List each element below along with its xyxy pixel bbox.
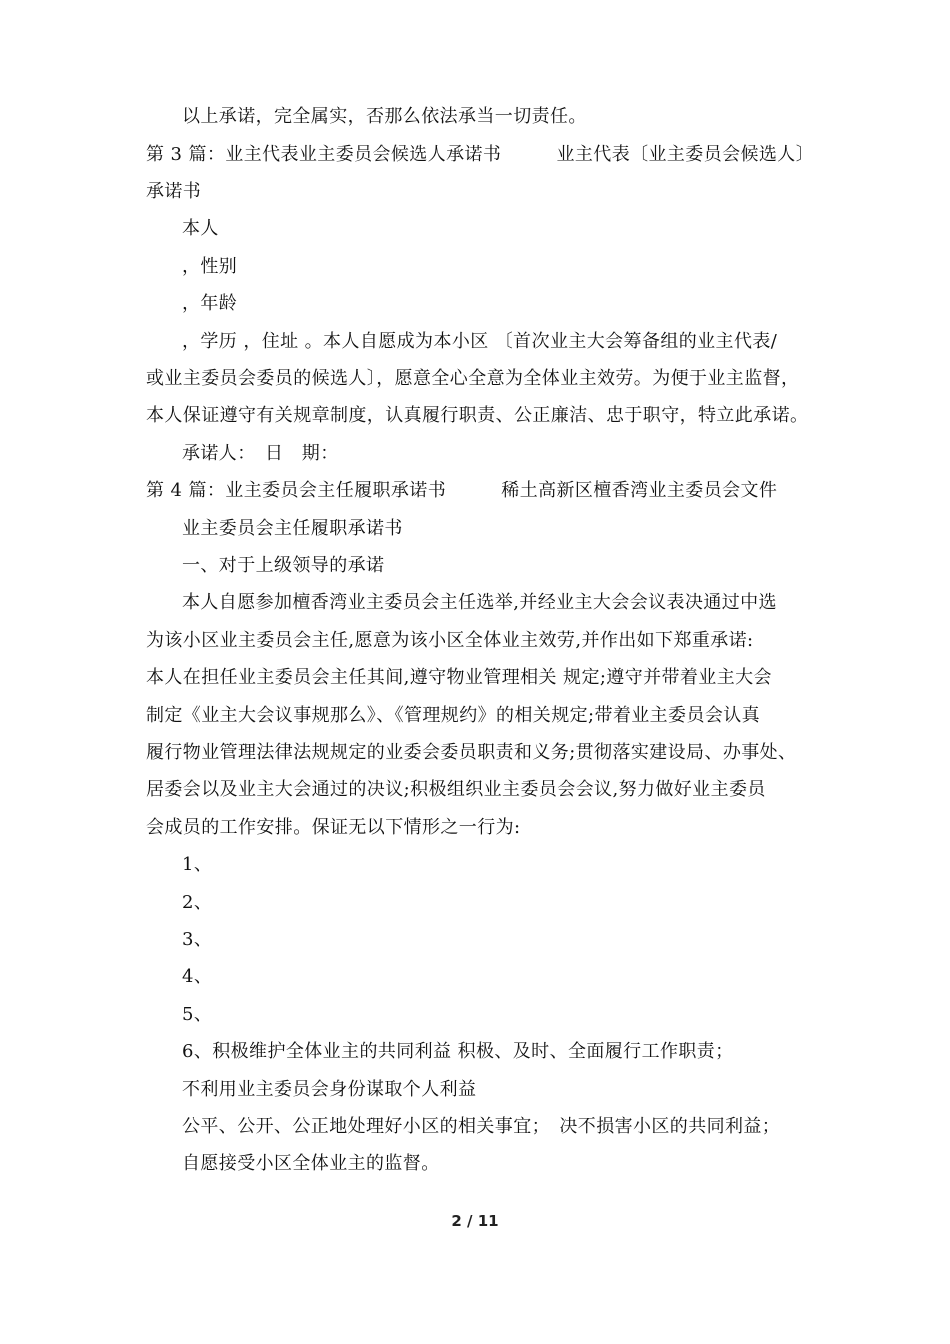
subsection-heading: 一、对于上级领导的承诺 — [182, 555, 385, 576]
text-line: ，性别 — [182, 256, 238, 277]
section-heading: 第 4 篇：业主委员会主任履职承诺书 稀土高新区檀香湾业主委员会文件 — [146, 480, 778, 501]
text-line: 本人 — [182, 218, 219, 239]
document-title: 业主委员会主任履职承诺书 — [182, 518, 403, 539]
signature-line: 承诺人： 日 期： — [182, 443, 339, 464]
text-line: 以上承诺，完全属实，否那么依法承当一切责任。 — [182, 106, 587, 127]
text-line: 不利用业主委员会身份谋取个人利益 — [182, 1079, 477, 1100]
list-item: 5、 — [182, 1004, 213, 1025]
text-line: 会成员的工作安排。保证无以下情形之一行为: — [146, 817, 521, 838]
text-line: 居委会以及业主大会通过的决议;积极组织业主委员会会议,努力做好业主委员 — [146, 779, 766, 800]
text-line: 为该小区业主委员会主任,愿意为该小区全体业主效劳,并作出如下郑重承诺: — [146, 630, 754, 651]
list-item: 1、 — [182, 854, 213, 875]
text-line: 公平、公开、公正地处理好小区的相关事宜； 决不损害小区的共同利益； — [182, 1116, 781, 1137]
text-line: 本人在担任业主委员会主任其间,遵守物业管理相关 规定;遵守并带着业主大会 — [146, 667, 772, 688]
text-line: 制定《业主大会议事规那么》、《管理规约》的相关规定;带着业主委员会认真 — [146, 705, 761, 726]
text-line: ，年龄 — [182, 293, 238, 314]
text-line: 履行物业管理法律法规规定的业委会委员职责和义务;贯彻落实建设局、办事处、 — [146, 742, 797, 763]
text-line: 或业主委员会委员的候选人〕，愿意全心全意为全体业主效劳。为便于业主监督， — [146, 368, 800, 389]
list-item: 3、 — [182, 929, 213, 950]
list-item: 4、 — [182, 966, 213, 987]
text-line: 承诺书 — [146, 181, 202, 202]
page-indicator: 2 / 11 — [451, 1212, 499, 1230]
text-line: 本人自愿参加檀香湾业主委员会主任选举,并经业主大会会议表决通过中选 — [182, 592, 777, 613]
section-heading: 第 3 篇：业主代表业主委员会候选人承诺书 业主代表〔业主委员会候选人〕 — [146, 144, 815, 165]
text-line: ，学历 ，住址 。本人自愿成为本小区 〔首次业主大会筹备组的业主代表/ — [182, 331, 778, 352]
list-item: 6、积极维护全体业主的共同利益 积极、及时、全面履行工作职责； — [182, 1041, 734, 1062]
text-line: 自愿接受小区全体业主的监督。 — [182, 1153, 440, 1174]
text-line: 本人保证遵守有关规章制度，认真履行职责、公正廉洁、忠于职守，特立此承诺。 — [146, 405, 809, 426]
list-item: 2、 — [182, 892, 213, 913]
